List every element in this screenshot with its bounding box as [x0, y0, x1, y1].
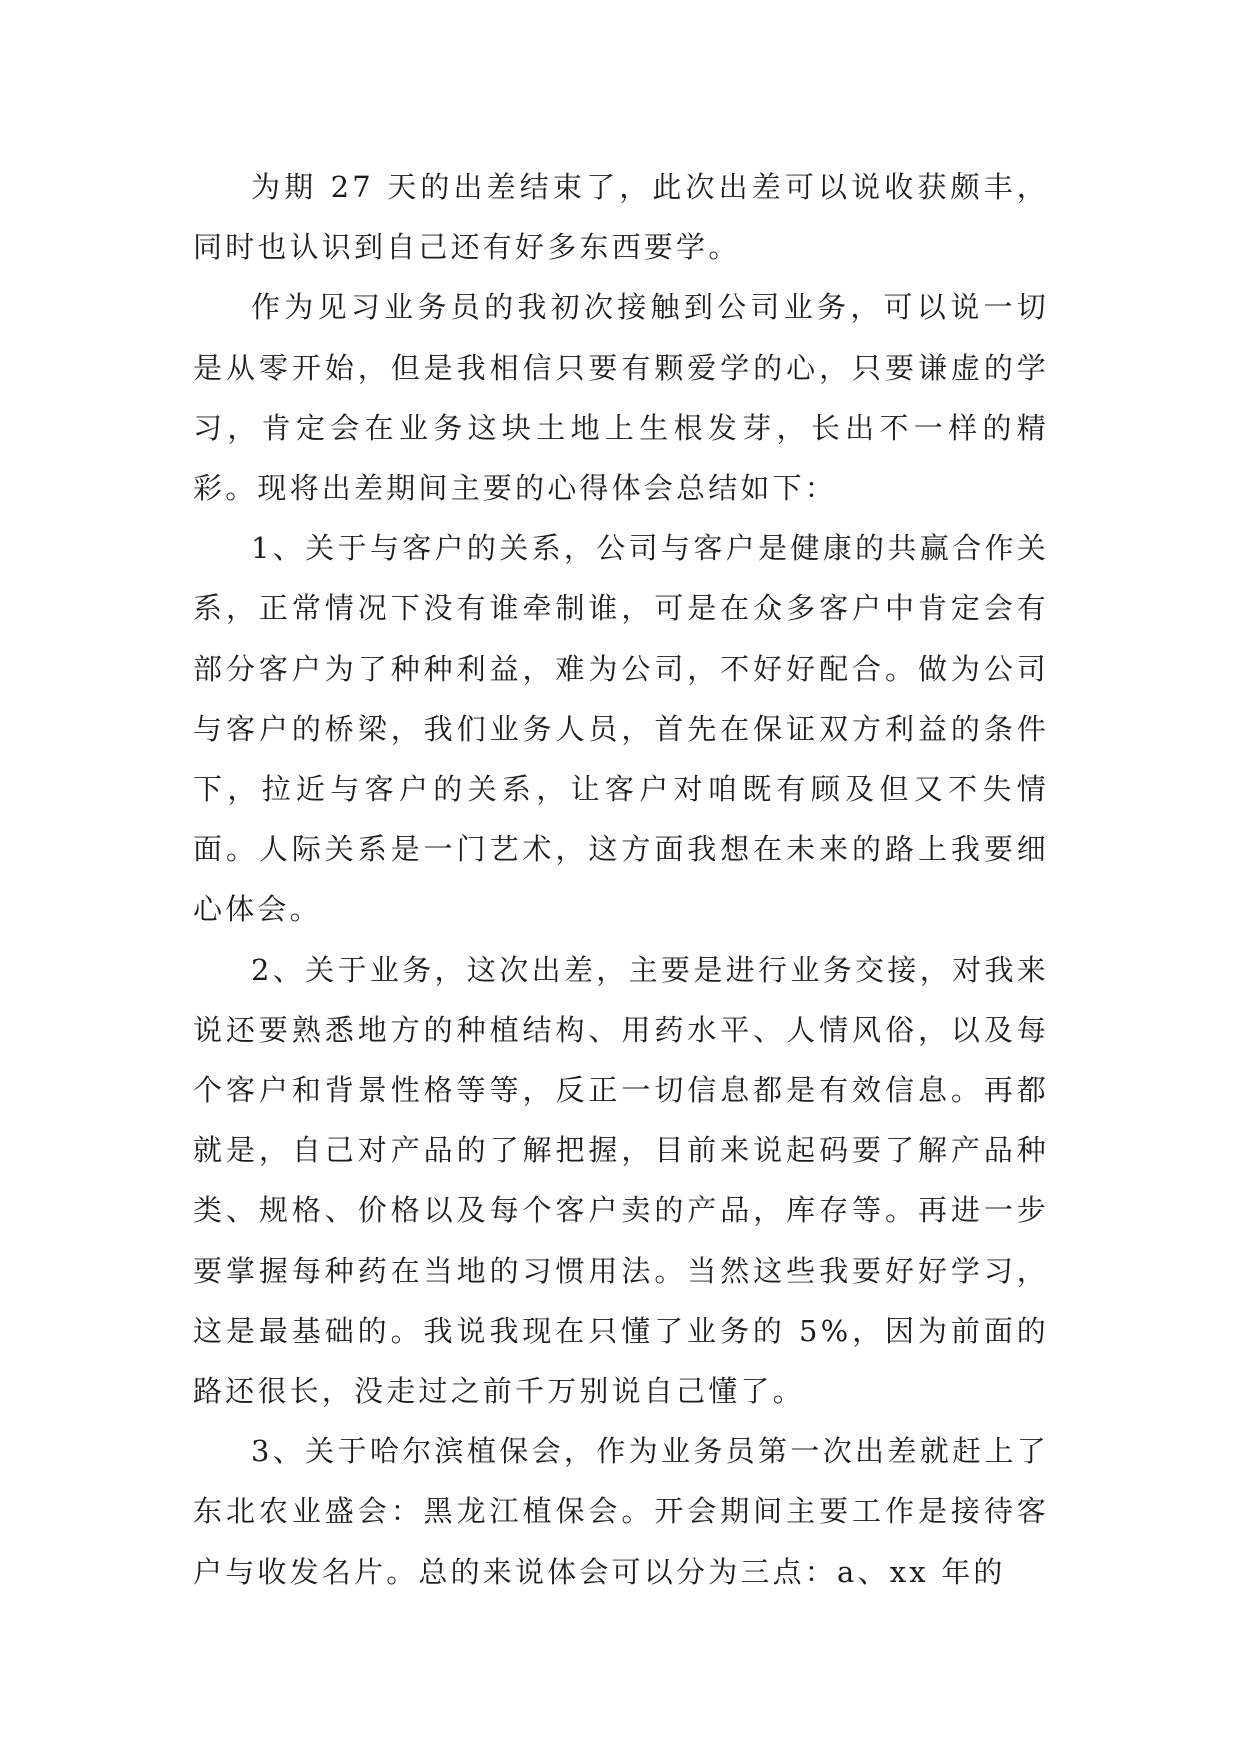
- paragraph-point-1: 1、关于与客户的关系，公司与客户是健康的共赢合作关系，正常情况下没有谁牵制谁，可是在众多客户中肯定会有部分客户为了种种利益，难为公司，不好好配合。做为公司与客户的桥梁，我们业务人员，首先在保证双方利益的条件下，拉近与客户的关系，让客户对咱既有顾及但又不失情面。人际关系是一门艺术，这方面我想在未来的路上我要细心体会。: [193, 531, 1049, 927]
- paragraph-point-2: 2、关于业务，这次出差，主要是进行业务交接，对我来说还要熟悉地方的种植结构、用药水平、人情风俗，以及每个客户和背景性格等等，反正一切信息都是有效信息。再都就是，自己对产品的了解把握，目前来说起码要了解产品种类、规格、价格以及每个客户卖的产品，库存等。再进一步要掌握每种药在当地的习惯用法。当然这些我要好好学习，这是最基础的。我说我现在只懂了业务的 5%，因为前面的路还很长，没走过之前千万别说自己懂了。: [193, 952, 1049, 1409]
- paragraph-intro: 为期 27 天的出差结束了，此次出差可以说收获颇丰，同时也认识到自己还有好多东西要学。: [193, 170, 1049, 265]
- paragraph-point-3: 3、关于哈尔滨植保会，作为业务员第一次出差就赶上了东北农业盛会：黑龙江植保会。开会期间主要工作是接待客户与收发名片。总的来说体会可以分为三点：a、xx 年的: [193, 1434, 1049, 1589]
- document-body: [193, 157, 1049, 1602]
- paragraph-overview: 作为见习业务员的我初次接触到公司业务，可以说一切是从零开始，但是我相信只要有颗爱学的心，只要谦虚的学习，肯定会在业务这块土地上生根发芽，长出不一样的精彩。现将出差期间主要的心得体会总结如下：: [193, 290, 1049, 506]
